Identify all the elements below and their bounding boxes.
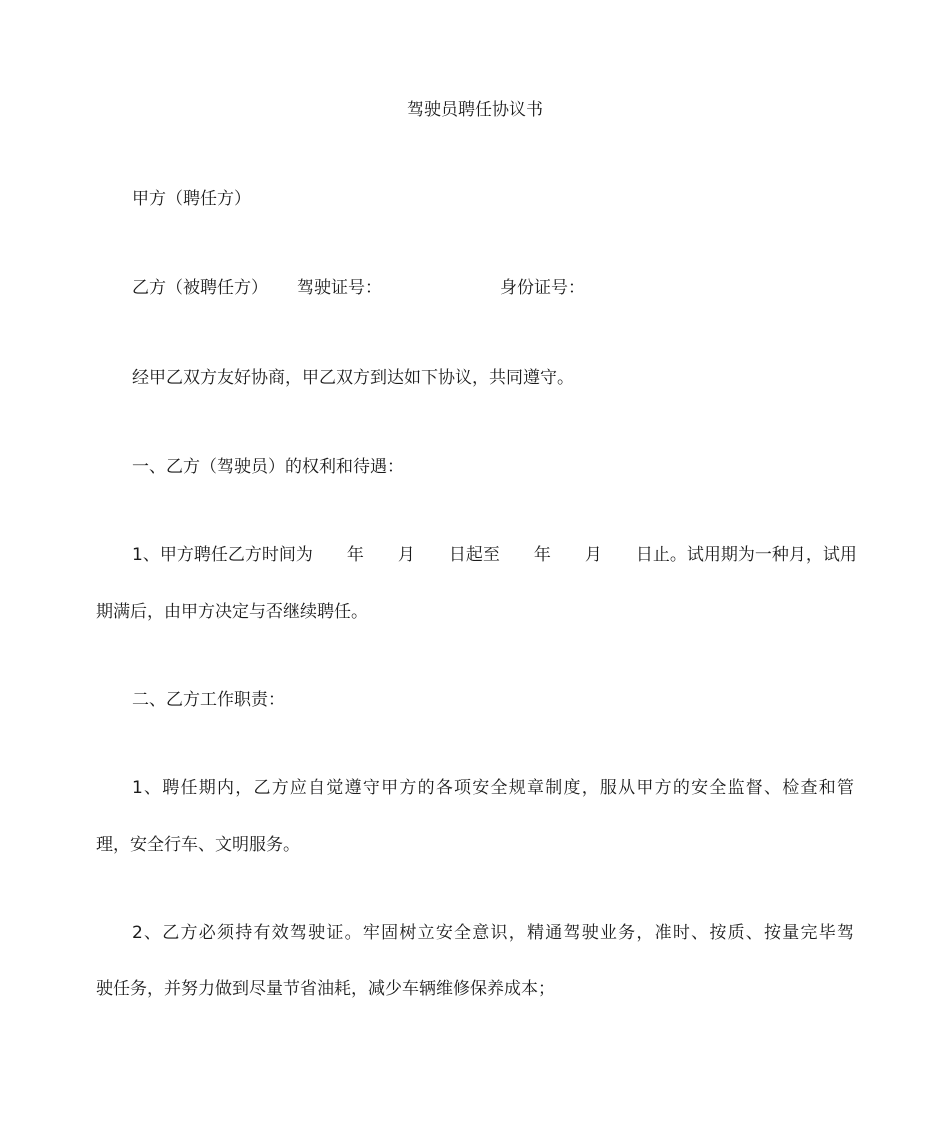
license-number-label: 驾驶证号： — [297, 278, 382, 298]
section2-heading: 二、乙方工作职责： — [132, 690, 285, 710]
section2-item1-line2: 理，安全行车、文明服务。 — [96, 835, 300, 855]
document-title: 驾驶员聘任协议书 — [407, 100, 543, 120]
party-b-label: 乙方（被聘任方） — [132, 278, 268, 298]
section2-item2-line2: 驶任务，并努力做到尽量节省油耗，减少车辆维修保养成本； — [96, 979, 555, 999]
section1-item1-line2: 期满后，由甲方决定与否继续聘任。 — [96, 602, 368, 622]
section1-item1-line1: 1、甲方聘任乙方时间为 年 月 日起至 年 月 日止。试用期为一种月，试用 — [132, 545, 857, 565]
section1-heading: 一、乙方（驾驶员）的权利和待遇： — [132, 457, 404, 477]
party-a-label: 甲方（聘任方） — [132, 189, 251, 209]
section2-item2-line1: 2、乙方必须持有效驾驶证。牢固树立安全意识，精通驾驶业务，准时、按质、按量完毕驾 — [132, 923, 854, 943]
section2-item1-line1: 1、聘任期内，乙方应自觉遵守甲方的各项安全规章制度，服从甲方的安全监督、检查和管 — [132, 778, 854, 798]
id-number-label: 身份证号： — [500, 278, 585, 298]
intro-paragraph: 经甲乙双方友好协商，甲乙双方到达如下协议，共同遵守。 — [132, 368, 574, 388]
